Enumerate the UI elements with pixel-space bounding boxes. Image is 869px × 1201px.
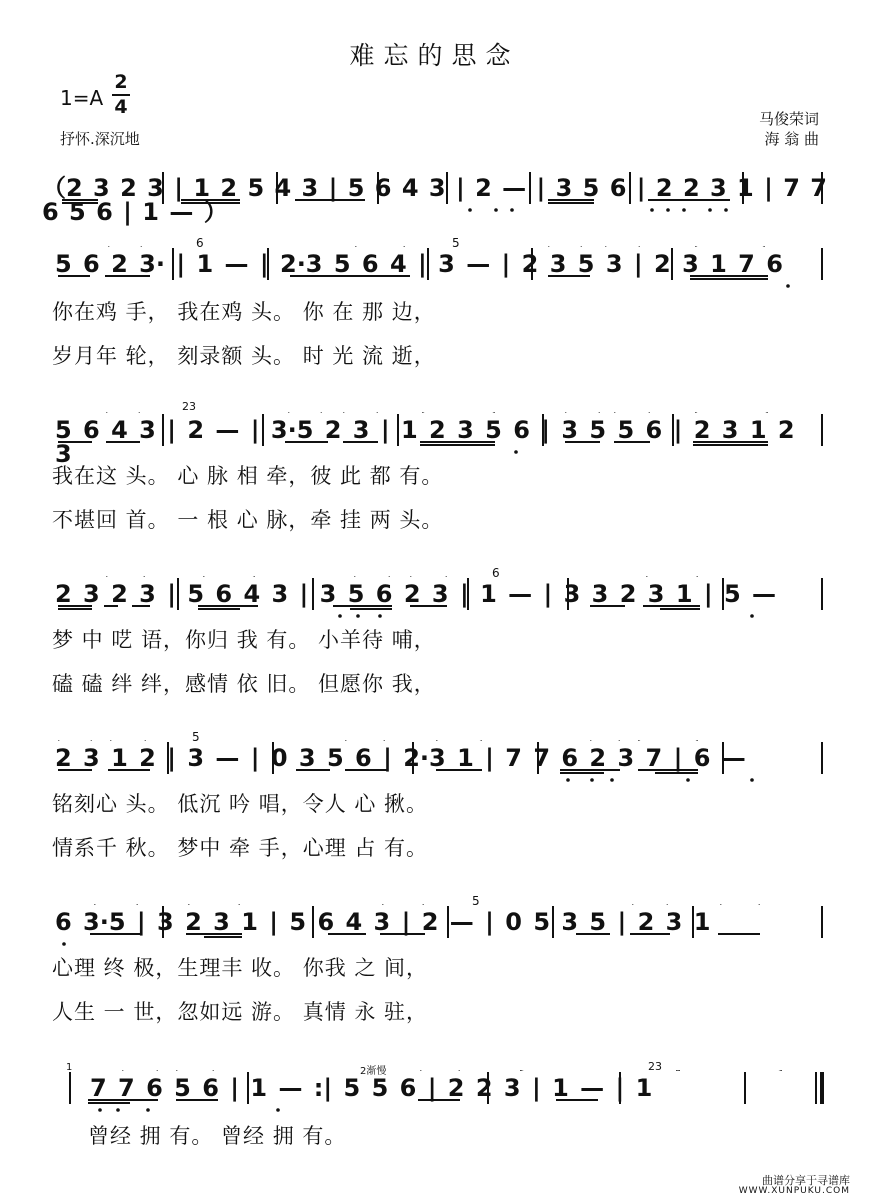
row-1-notes: （2 3 2 3 | 1 2 5 4 3 | 5 6 4 3 | 2 — | 3 5 6 | 2 2 3 1 | 7 7 6 5 6 | 1 — ） — [42, 174, 827, 226]
lyricist-credit: 马俊荣词 — [758, 110, 819, 128]
row-6-notes: 6 3·5 | 3 2 3 1 | 5 6 4 3 | 2 — | 0 5 3 5 | 2 3 1 — [55, 908, 711, 936]
grace-note: 6 — [196, 236, 204, 250]
score-row-1 — [0, 170, 869, 230]
meter-bottom: 4 — [114, 96, 128, 118]
score-row-7 — [0, 1060, 869, 1130]
row-5-lyrics-v1: 铭刻心 头。 低沉 吟 唱，令人 心 揪。 — [52, 792, 429, 816]
score-row-4 — [0, 566, 869, 636]
row-4-lyrics-v2: 磕 磕 绊 绊，感情 依 旧。 但愿你 我， — [52, 672, 436, 696]
row-4-notes: 2 3 2 3 | 5 6 4 3 | 3 5 6 2 3 | 1 — | 3 3 2 3 1 | 5 — — [55, 580, 777, 608]
volta-second: 2渐慢 — [360, 1066, 387, 1077]
watermark-label: 曲谱分享于寻谱库 — [762, 1174, 850, 1187]
time-signature — [112, 72, 130, 118]
grace-note: 23 — [182, 400, 196, 413]
volta-first: 1 — [66, 1062, 73, 1073]
row-7-lyrics-v1: 曾经 拥 有。 曾经 拥 有。 — [88, 1124, 347, 1148]
page-title: 难忘的思念 — [349, 41, 520, 70]
tempo-mood: 抒怀.深沉地 — [60, 130, 140, 148]
row-2-lyrics-v2: 岁月年 轮， 刻录额 头。 时 光 流 逝， — [52, 344, 436, 368]
grace-note: 5 — [192, 730, 200, 744]
row-5-notes: 2 3 1 2 | 3 — | 0 3 5 6 | 2·3 1 | 7 7 6 2 3 7 | 6 — — [55, 744, 746, 772]
row-7-notes: 7 7 6 5 6 | 1 — :| 5 5 6 | 2 2 3 | 1 — | 1 — [90, 1074, 653, 1102]
row-3-lyrics-v1: 我在这 头。 心 脉 相 牵，彼 此 都 有。 — [52, 464, 444, 488]
row-6-lyrics-v2: 人生 一 世，忽如远 游。 真情 永 驻， — [52, 1000, 429, 1024]
row-3-notes: 5 6 4 3 | 2 — | 3·5 2 3 | 1 2 3 5 6 | 3 5 5 6 | 2 3 1 2 3 — [55, 416, 795, 468]
key-signature: 1=A — [60, 86, 104, 110]
row-5-lyrics-v2: 情系千 秋。 梦中 牵 手，心理 占 有。 — [52, 836, 429, 860]
grace-note: 6 — [492, 566, 500, 580]
score-row-3 — [0, 400, 869, 472]
meter-top: 2 — [114, 71, 128, 93]
grace-note: 23 — [648, 1060, 662, 1073]
row-3-lyrics-v2: 不堪回 首。 一 根 心 脉，牵 挂 两 头。 — [52, 508, 444, 532]
score-row-2 — [0, 236, 869, 306]
row-4-lyrics-v1: 梦 中 呓 语，你归 我 有。 小羊待 哺， — [52, 628, 436, 652]
grace-note: 5 — [472, 894, 480, 908]
row-2-notes: 5 6 2 3· | 1 — | 2·3 5 6 4 | 3 — | 2 3 5 3 | 2 3 1 7 6 — [55, 250, 783, 278]
score-row-6 — [0, 894, 869, 964]
grace-note: 5 — [452, 236, 460, 250]
row-6-lyrics-v1: 心理 终 极，生理丰 收。 你我 之 间， — [52, 956, 429, 980]
composer-credit: 海 翁 曲 — [764, 130, 819, 148]
row-2-lyrics-v1: 你在鸡 手， 我在鸡 头。 你 在 那 边， — [52, 300, 436, 324]
watermark-url: WWW.XUNPUKU.COM — [738, 1186, 850, 1196]
score-row-5 — [0, 730, 869, 800]
